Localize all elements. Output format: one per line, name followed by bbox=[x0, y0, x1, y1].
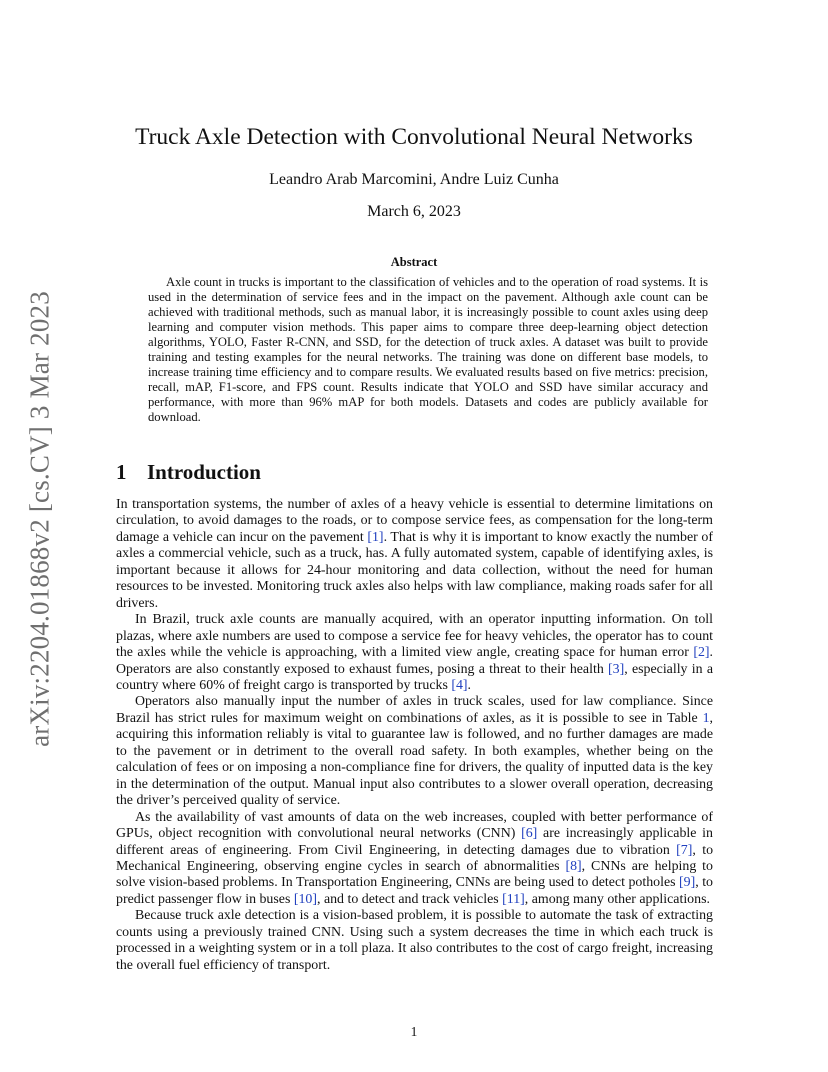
paragraph-text: In transportation systems, the number of axles of a heavy vehicle is essential to determine limitations on circulation, to avoid damages to the roads, or to compose service fees, as compensation for the long-term damage a vehicle can incur on the pavement bbox=[116, 497, 713, 545]
paragraph-text: , among many other applications. bbox=[524, 891, 710, 907]
page-number: 1 bbox=[410, 1024, 418, 1039]
abstract-text: Axle count in trucks is important to the classification of vehicles and to the operation of road systems. It is used in the determination of service fees and in the impact on the pavement. Although axle count can be achieved with traditional methods, such as manual labor, it is increasingly possible to count axles using deep learning and computer vision methods. This paper aims to compare three deep-learning object detection algorithms, YOLO, Faster R-CNN, and SSD, for the detection of truck axles. A dataset was built to provide training and testing examples for the neural networks. The training was done on different base models, to increase training time efficiency and to compare results. We evaluated results based on five metrics: precision, recall, mAP, F1-score, and FPS count. Results indicate that YOLO and SSD have similar accuracy and performance, with more than 96% mAP for both models. Datasets and codes are publicly available for download. bbox=[148, 275, 708, 424]
section-heading bbox=[116, 460, 261, 485]
paragraph-text: Because truck axle detection is a vision-based problem, it is possible to automate the task of extracting counts using a previously trained CNN. Using such a system decreases the time in which each truck is processed in a weighting system or in a toll plaza. It also contributes to the cost of cargo freight, increasing the overall fuel efficiency of transport. bbox=[116, 908, 713, 973]
paragraph-text: , to predict passenger flow in buses bbox=[116, 875, 713, 907]
arxiv-identifier-sidebar bbox=[16, 288, 64, 750]
paragraph-text: are increasingly applicable in different areas of engineering. From Civil Engineering, in detecting damages due to vibration bbox=[116, 826, 713, 858]
paragraph-5 bbox=[116, 908, 713, 974]
paragraph-1 bbox=[116, 497, 713, 612]
paragraph-text: Operators also manually input the number of axles in truck scales, used for law compliance. Since Brazil has strict rules for maximum weight on combinations of axles, as it is possible to see in Table bbox=[116, 694, 713, 726]
citation-link[interactable]: 1 bbox=[702, 710, 710, 726]
paper-title: Truck Axle Detection with Convolutional Neural Networks bbox=[135, 124, 693, 150]
paragraph-3 bbox=[116, 694, 713, 809]
paragraph-text: In Brazil, truck axle counts are manually acquired, with an operator inputting information. On toll plazas, where axle numbers are used to compose a service fee for heavy vehicles, the operator has to count the axles while the vehicle is approaching, with a limited view angle, creating space for human error bbox=[116, 612, 713, 661]
citation-link[interactable]: [7] bbox=[676, 842, 693, 858]
citation-link[interactable]: [10] bbox=[293, 891, 317, 907]
paragraph-text: , acquiring this information reliably is vital to guarantee law is followed, and no further damages are made to the pavement or in detriment to the overall road safety. In both examples, whether being on the calculation of fees or on imposing a non-compliance fine for drivers, the quality of inputted data is the key in the determination of the output. Manual input also contributes to a slower overall operation, decreasing the driver’s perceived quality of service. bbox=[116, 710, 713, 809]
abstract-heading: Abstract bbox=[390, 255, 438, 269]
citation-link[interactable]: [4] bbox=[451, 677, 468, 693]
paragraph-text: , to Mechanical Engineering, observing engine cycles in search of abnormalities bbox=[116, 842, 714, 874]
citation-link[interactable]: [6] bbox=[521, 826, 538, 842]
citation-link[interactable]: [11] bbox=[502, 891, 525, 907]
paragraph-text: . Operators are also constantly exposed to exhaust fumes, posing a threat to their health bbox=[116, 645, 713, 677]
paragraph-text: , CNNs are helping to solve vision-based problems. In Transportation Engineering, CNNs are being used to detect potholes bbox=[116, 858, 713, 891]
author-list: Leandro Arab Marcomini, Andre Luiz Cunha bbox=[269, 171, 559, 188]
paragraph-text: . That is why it is important to know exactly the number of axles a commercial vehicle, such as a truck, has. A fully automated system, capable of identifying axles, is important because it allows for 24-hour monitoring and data collection, without the need for human resources to be invested. Monitoring truck axles also helps with law compliance, making roads safer for all drivers. bbox=[116, 529, 713, 611]
paragraph-text: As the availability of vast amounts of data on the web increases, coupled with better performance of GPUs, object recognition with convolutional neural networks (CNN) bbox=[116, 809, 713, 842]
paragraph-2 bbox=[116, 612, 713, 694]
citation-link[interactable]: [3] bbox=[608, 661, 625, 677]
arxiv-identifier-text: arXiv:2204.01868v2 [cs.CV] 3 Mar 2023 bbox=[24, 291, 55, 747]
publication-date: March 6, 2023 bbox=[367, 203, 461, 220]
section-number: 1 bbox=[116, 460, 127, 484]
paragraph-text: , especially in a country where 60% of freight cargo is transported by trucks bbox=[116, 661, 713, 693]
citation-link[interactable]: [8] bbox=[565, 858, 582, 874]
citation-link[interactable]: [2] bbox=[693, 645, 710, 661]
paragraph-4 bbox=[116, 810, 713, 909]
paragraph-text: , and to detect and track vehicles bbox=[317, 891, 503, 907]
section-title: Introduction bbox=[147, 460, 261, 484]
citation-link[interactable]: [1] bbox=[367, 529, 384, 545]
paragraph-text: . bbox=[467, 677, 472, 693]
citation-link[interactable]: [9] bbox=[679, 875, 696, 891]
introduction-body bbox=[116, 497, 713, 974]
